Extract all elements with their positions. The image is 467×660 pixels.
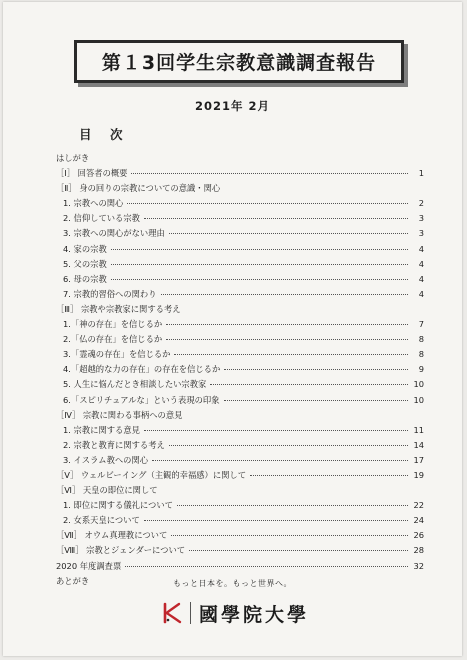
toc-entry-label: ［Ⅶ］ オウム真理教について [56,530,168,541]
toc-heading: 目 次 [79,127,126,142]
toc-entry-label: 1. 宗教への関心 [63,198,124,209]
toc-entry [56,317,424,332]
toc-dot-leader [111,249,408,250]
toc-entry [56,151,424,166]
toc-entry [56,393,424,408]
toc-entry-label: 2. 信仰している宗教 [63,213,140,224]
toc-entry-page: 9 [418,364,424,375]
report-date: 2021年 2月 [194,99,270,113]
toc-entry [56,438,424,453]
toc-entry-label: 4.「超越的な力の存在」の存在を信じるか [63,364,221,375]
toc-entry [56,498,424,513]
toc-entry-label: 6. 母の宗教 [63,273,107,284]
toc-dot-leader [166,324,408,325]
toc-entry-page: 32 [413,560,424,571]
toc-entry [56,528,424,543]
document-page [3,2,462,656]
toc-entry-label: 5. 人生に悩んだとき相談したい宗教家 [63,379,207,390]
toc-entry-label: 2020 年度調査票 [56,560,122,571]
toc-entry-page: 26 [413,530,424,541]
toc-entry-page: 24 [413,515,424,526]
toc-dot-leader [224,369,408,370]
report-title: 第１3回学生宗教意識調査報告 [101,52,377,74]
toc-entry [56,181,424,196]
toc-entry-page: 4 [418,273,424,284]
toc-dot-leader [131,173,408,174]
toc-dot-leader [166,339,408,340]
toc-entry-page: 11 [413,424,424,435]
toc-entry-page: 17 [413,454,424,465]
toc-entry [56,408,424,423]
toc-entry [56,166,424,181]
toc-entry-page: 1 [418,168,424,179]
toc-entry [56,196,424,211]
toc-entry [56,302,424,317]
toc-entry-label: ［Ⅲ］ 宗教や宗教家に関する考え [56,303,181,314]
toc-dot-leader [127,203,408,204]
toc-entry-page: 10 [413,379,424,390]
toc-entry [56,423,424,438]
toc-dot-leader [224,400,408,401]
toc-entry [56,332,424,347]
toc-dot-leader [174,354,408,355]
toc-entry [56,257,424,272]
toc-entry [56,362,424,377]
toc-entry-label: ［Ⅱ］ 身の回りの宗教についての意識・関心 [56,183,221,194]
toc-entry-page: 22 [413,500,424,511]
toc-dot-leader [111,264,408,265]
toc-entry-page: 2 [418,198,424,209]
toc-entry-page: 3 [418,213,424,224]
logo-divider [190,602,191,624]
toc-entry-page: 7 [418,319,424,330]
toc-entry [56,559,424,574]
toc-entry-label: ［Ⅳ］ 宗教に関わる事柄への意見 [56,409,183,420]
table-of-contents [56,151,424,589]
toc-entry-label: 1.「神の存在」を信じるか [63,319,163,330]
toc-entry-page: 8 [418,349,424,360]
toc-dot-leader [144,430,408,431]
toc-entry-page: 10 [413,394,424,405]
university-name: 國學院大學 [199,603,310,626]
toc-entry-label: 5. 父の宗教 [63,258,107,269]
toc-dot-leader [144,218,408,219]
toc-entry-label: 3.「霊魂の存在」を信じるか [63,349,171,360]
toc-entry-label: 2. 女系天皇について [63,515,140,526]
toc-entry-label: ［Ⅰ］ 回答者の概要 [56,168,128,179]
toc-entry-label: 4. 家の宗教 [63,243,107,254]
toc-entry-label: 3. イスラム教への関心 [63,454,149,465]
toc-entry-page: 4 [418,258,424,269]
toc-dot-leader [161,294,408,295]
toc-entry [56,468,424,483]
toc-entry-page: 28 [413,545,424,556]
university-logo [160,599,309,627]
footer-tagline: もっと日本を。もっと世界へ。 [173,579,292,588]
toc-entry [56,272,424,287]
toc-dot-leader [250,475,408,476]
toc-entry [56,226,424,241]
toc-entry [56,453,424,468]
toc-entry [56,483,424,498]
toc-dot-leader [125,566,408,567]
toc-dot-leader [111,279,408,280]
toc-entry-page: 4 [418,288,424,299]
toc-dot-leader [152,460,408,461]
toc-entry-label: 6.「スピリチュアルな」という表現の印象 [63,394,220,405]
toc-entry [56,543,424,558]
toc-entry [56,242,424,257]
toc-entry-page: 3 [418,228,424,239]
toc-dot-leader [169,233,408,234]
toc-entry-label: 7. 宗教的習俗への関わり [63,288,157,299]
toc-dot-leader [189,550,408,551]
toc-entry-label: 2.「仏の存在」を信じるか [63,334,163,345]
toc-entry [56,377,424,392]
toc-entry-label: 2. 宗教と教育に関する考え [63,439,165,450]
toc-entry-label: 3. 宗教への関心がない理由 [63,228,165,239]
toc-dot-leader [210,384,408,385]
toc-entry-label: あとがき [56,575,90,586]
toc-entry-page: 8 [418,334,424,345]
toc-entry-page: 14 [413,439,424,450]
toc-entry-page: 19 [413,469,424,480]
toc-entry-page: 4 [418,243,424,254]
toc-dot-leader [177,505,408,506]
kokugakuin-emblem-icon [160,601,184,625]
toc-dot-leader [169,445,408,446]
toc-entry-label: ［Ⅷ］ 宗教とジェンダーについて [56,545,186,556]
toc-dot-leader [171,535,408,536]
toc-entry-label: 1. 宗教に関する意見 [63,424,140,435]
report-title-box [74,40,404,83]
toc-entry [56,211,424,226]
toc-entry-label: はしがき [56,153,90,163]
toc-entry [56,347,424,362]
toc-entry-label: 1. 即位に関する儀礼について [63,500,173,511]
toc-dot-leader [144,520,408,521]
toc-entry [56,513,424,528]
toc-entry-label: ［Ⅴ］ ウェルビーイング（主観的幸福感）に関して [56,469,247,480]
toc-entry-label: ［Ⅵ］ 天皇の即位に関して [56,485,158,496]
toc-entry [56,287,424,302]
